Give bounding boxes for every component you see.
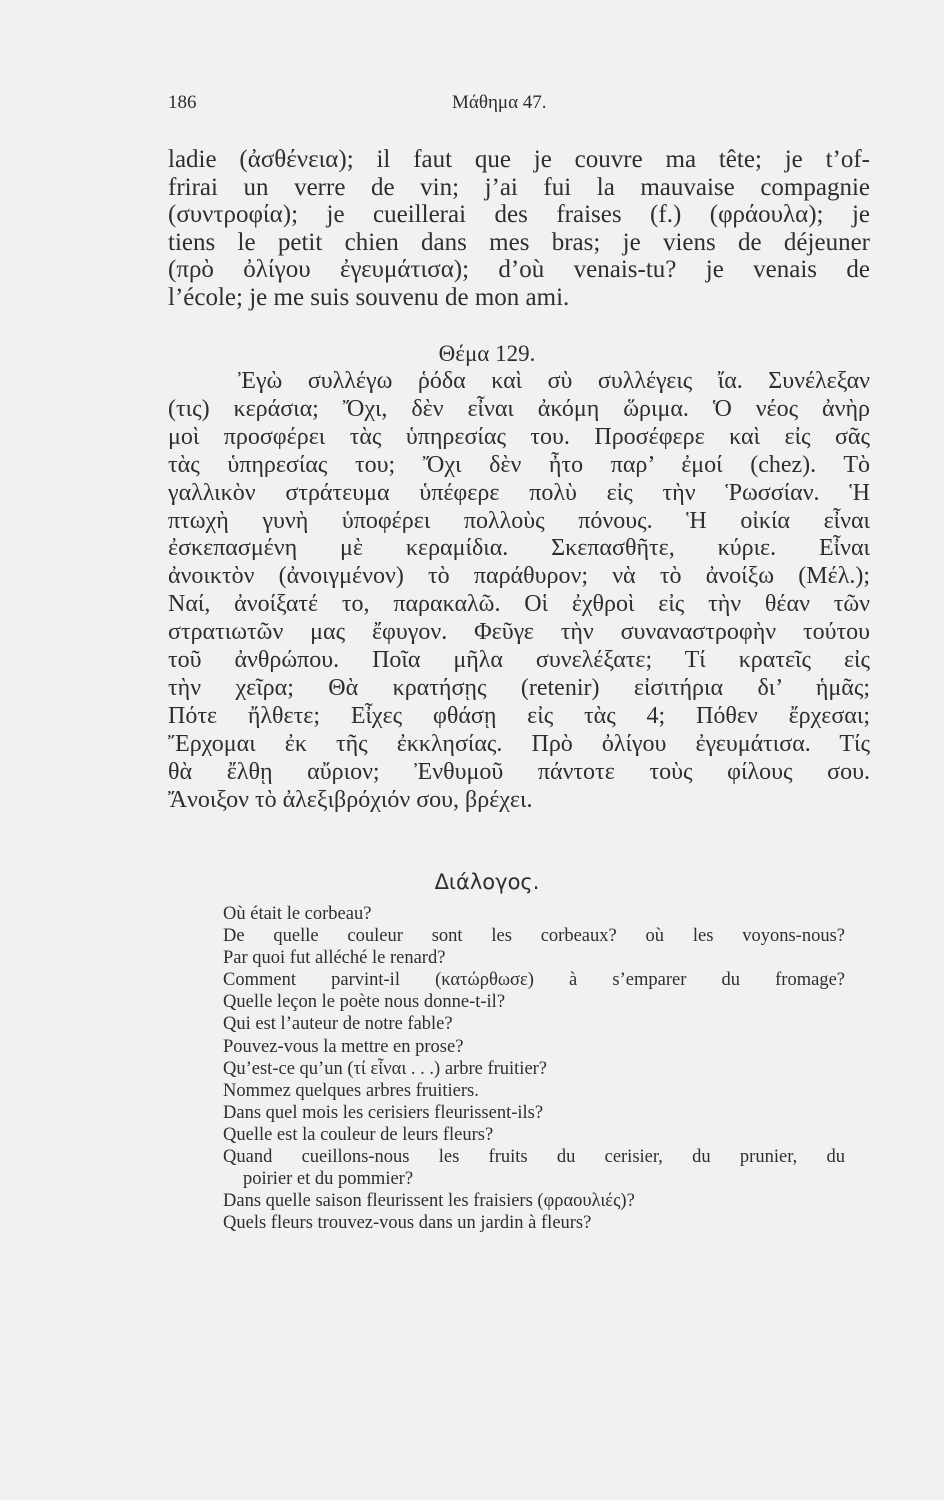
running-title: Μάθημα 47. <box>452 92 547 113</box>
text-line: τὴν χεῖρα; Θὰ κρατήσῃς (retenir) εἰσιτήρια δι’ ἡμᾶς; <box>168 674 870 701</box>
question-line: Quand cueillons-nous les fruits du cerisier, du prunier, du <box>223 1147 845 1168</box>
question-line: Qu’est-ce qu’un (τί εἶναι . . .) arbre fruitier? <box>223 1058 548 1079</box>
question-line: Dans quelle saison fleurissent les fraisiers (φραουλιές)? <box>223 1191 635 1212</box>
paragraph-french-continuation <box>168 146 870 311</box>
text-line: τὰς ὑπηρεσίας του; Ὄχι δὲν ἦτο παρ’ ἐμοί (chez). Τὸ <box>168 451 870 478</box>
text-line: μοὶ προσφέρει τὰς ὑπηρεσίας του. Προσέφερε καὶ εἰς σᾶς <box>168 423 870 450</box>
page-number: 186 <box>168 92 197 113</box>
text-line: frirai un verre de vin; j’ai fui la mauvaise compagnie <box>168 173 870 201</box>
text-line: Ναί, ἀνοίξατέ το, παρακαλῶ. Οἱ ἐχθροὶ εἰς τὴν θέαν τῶν <box>168 591 870 618</box>
dialogue-questions <box>223 903 845 1234</box>
question-line-continuation: poirier et du pommier? <box>243 1169 414 1190</box>
question-line: Pouvez-vous la mettre en prose? <box>223 1036 464 1057</box>
text-line: Ἐγὼ συλλέγω ῥόδα καὶ σὺ συλλέγεις ἴα. Συνέλεξαν <box>238 368 870 394</box>
text-line: Πότε ἤλθετε; Εἶχες φθάσῃ εἰς τὰς 4; Πόθεν ἔρχεσαι; <box>168 702 870 729</box>
question-line: Par quoi fut alléché le renard? <box>223 948 446 969</box>
text-line: στρατιωτῶν μας ἔφυγον. Φεῦγε τὴν συναναστροφὴν τούτου <box>168 619 870 646</box>
question-line: Quels fleurs trouvez-vous dans un jardin à fleurs? <box>223 1213 592 1234</box>
question-line: Où était le corbeau? <box>223 904 372 924</box>
question-line: Nommez quelques arbres fruitiers. <box>223 1080 479 1101</box>
text-line: ἀνοικτὸν (ἀνοιγμένον) τὸ παράθυρον; νὰ τὸ ἀνοίξω (Μέλ.); <box>168 563 870 590</box>
theme-heading: Θέμα 129. <box>438 341 536 366</box>
text-line: l’école; je me suis souvenu de mon ami. <box>168 283 570 311</box>
question-line: Dans quel mois les cerisiers fleurissent-ils? <box>223 1102 544 1123</box>
text-line: Ἄνοιξον τὸ ἀλεξιβρόχιόν σου, βρέχει. <box>168 786 533 813</box>
text-line: θὰ ἔλθῃ αὔριον; Ἐνθυμοῦ πάντοτε τοὺς φίλους σου. <box>168 758 870 785</box>
question-line: Quelle leçon le poète nous donne-t-il? <box>223 992 506 1013</box>
text-line: ladie (ἀσθένεια); il faut que je couvre ma tête; je t’of- <box>168 146 870 173</box>
text-line: ἐσκεπασμένη μὲ κεραμίδια. Σκεπασθῆτε, κύριε. Εἶναι <box>168 535 870 562</box>
text-line: tiens le petit chien dans mes bras; je viens de déjeuner <box>168 228 870 256</box>
text-line: (συντροφία); je cueillerai des fraises (f.) (φράουλα); je <box>168 201 870 228</box>
text-line: πτωχὴ γυνὴ ὑποφέρει πολλοὺς πόνους. Ἡ οἰκία εἶναι <box>168 507 870 534</box>
dialogue-heading: Διάλογος. <box>434 870 540 894</box>
text-line: (τις) κεράσια; Ὄχι, δὲν εἶναι ἀκόμη ὥριμα. Ὁ νέος ἀνὴρ <box>168 395 870 422</box>
question-line: Comment parvint-il (κατώρθωσε) à s’emparer du fromage? <box>223 970 845 991</box>
text-line: Ἔρχομαι ἐκ τῆς ἐκκλησίας. Πρὸ ὀλίγου ἐγευμάτισα. Τίς <box>168 730 870 757</box>
paragraph-greek-exercise <box>168 368 870 815</box>
question-line: Quelle est la couleur de leurs fleurs? <box>223 1124 494 1145</box>
text-line: γαλλικὸν στράτευμα ὑπέφερε πολὺ εἰς τὴν Ῥωσσίαν. Ἡ <box>168 479 870 506</box>
question-line: Qui est l’auteur de notre fable? <box>223 1014 453 1035</box>
question-line: De quelle couleur sont les corbeaux? où les voyons-nous? <box>223 926 845 947</box>
text-line: τοῦ ἀνθρώπου. Ποῖα μῆλα συνελέξατε; Τί κρατεῖς εἰς <box>168 647 870 674</box>
text-line: (πρὸ ὀλίγου ἐγευμάτισα); d’où venais-tu? je venais de <box>168 256 870 283</box>
